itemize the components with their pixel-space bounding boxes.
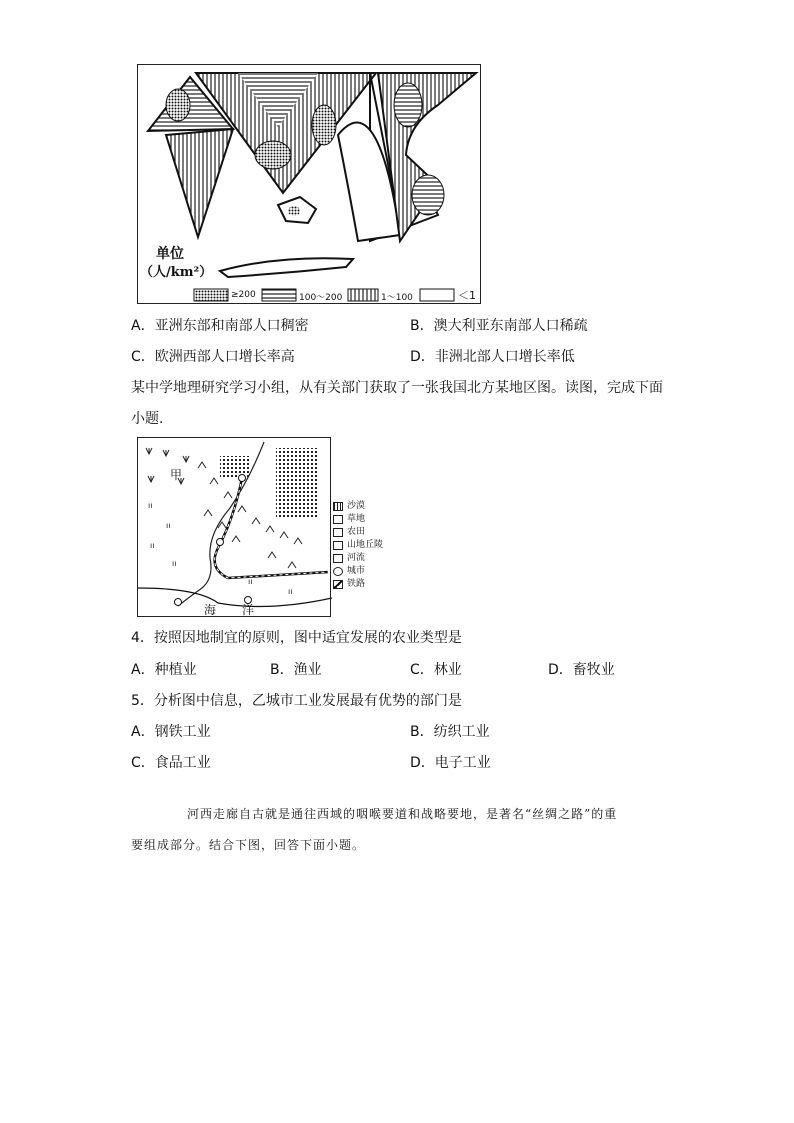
svg-text:ıı: ıı [148, 501, 153, 510]
q5-option-c[interactable]: C．食品工业 [131, 755, 211, 771]
label-sea: 海 [204, 603, 217, 617]
unit-value: （人/km²） [140, 265, 213, 280]
unit-label: 单位 [156, 246, 184, 262]
legend-grass: 草地 [333, 513, 383, 526]
legend-city: 城市 [333, 565, 383, 578]
label-ocean: 洋 [242, 603, 255, 617]
q4-option-c[interactable]: C．林业 [410, 662, 462, 678]
q5-stem: 5．分析图中信息，乙城市工业发展最有优势的部门是 [131, 693, 462, 709]
legend-desert: 沙漠 [333, 500, 383, 513]
mountain-icon [333, 541, 343, 550]
svg-text:ıı: ıı [172, 559, 177, 568]
legend-item-3: 1～100 [381, 293, 413, 303]
svg-text:ıı: ıı [248, 577, 253, 586]
svg-text:ıı: ıı [288, 587, 293, 596]
option-d[interactable]: D．非洲北部人口增长率低 [410, 349, 575, 365]
q5-option-b[interactable]: B．纺织工业 [410, 724, 490, 740]
region-map-legend [333, 500, 383, 591]
legend-item-2: 100～200 [299, 293, 343, 303]
region-map [137, 437, 331, 617]
passage-line-1: 河西走廊自古就是通往西域的咽喉要道和战略要地，是著名“丝绸之路”的重 [187, 807, 618, 821]
q5-option-a[interactable]: A．钢铁工业 [131, 724, 211, 740]
grass-icon [333, 515, 343, 524]
passage-line-2: 要组成部分。结合下图，回答下面小题。 [131, 838, 366, 852]
legend-item-4: ＜1 [458, 289, 476, 302]
river-icon [333, 554, 343, 563]
region-map-svg [138, 438, 332, 618]
q4-option-b[interactable]: B．渔业 [270, 662, 322, 678]
desert-icon [333, 502, 343, 511]
railway-icon [333, 580, 343, 589]
option-b[interactable]: B．澳大利亚东南部人口稀疏 [410, 318, 588, 334]
legend-river: 河流 [333, 552, 383, 565]
q4-option-a[interactable]: A．种植业 [131, 662, 197, 678]
intro-line-1: 某中学地理研究学习小组，从有关部门获取了一张我国北方某地区图。读图，完成下面 [131, 380, 663, 396]
svg-text:ıı: ıı [166, 521, 171, 530]
farmland-icon [333, 528, 343, 537]
label-jia: 甲 [170, 468, 183, 482]
legend-item-1: ≥200 [231, 290, 256, 300]
legend-farmland: 农田 [333, 526, 383, 539]
q4-stem: 4．按照因地制宜的原则，图中适宜发展的农业类型是 [131, 630, 462, 646]
q5-option-d[interactable]: D．电子工业 [410, 755, 491, 771]
city-icon [333, 567, 343, 576]
option-a[interactable]: A．亚洲东部和南部人口稠密 [131, 318, 309, 334]
population-density-map [137, 64, 481, 304]
option-c[interactable]: C．欧洲西部人口增长率高 [131, 349, 295, 365]
legend-railway: 铁路 [333, 578, 383, 591]
svg-text:ıı: ıı [150, 541, 155, 550]
legend-mountain: 山地丘陵 [333, 539, 383, 552]
q4-option-d[interactable]: D．畜牧业 [548, 662, 615, 678]
intro-line-2: 小题. [131, 411, 164, 427]
